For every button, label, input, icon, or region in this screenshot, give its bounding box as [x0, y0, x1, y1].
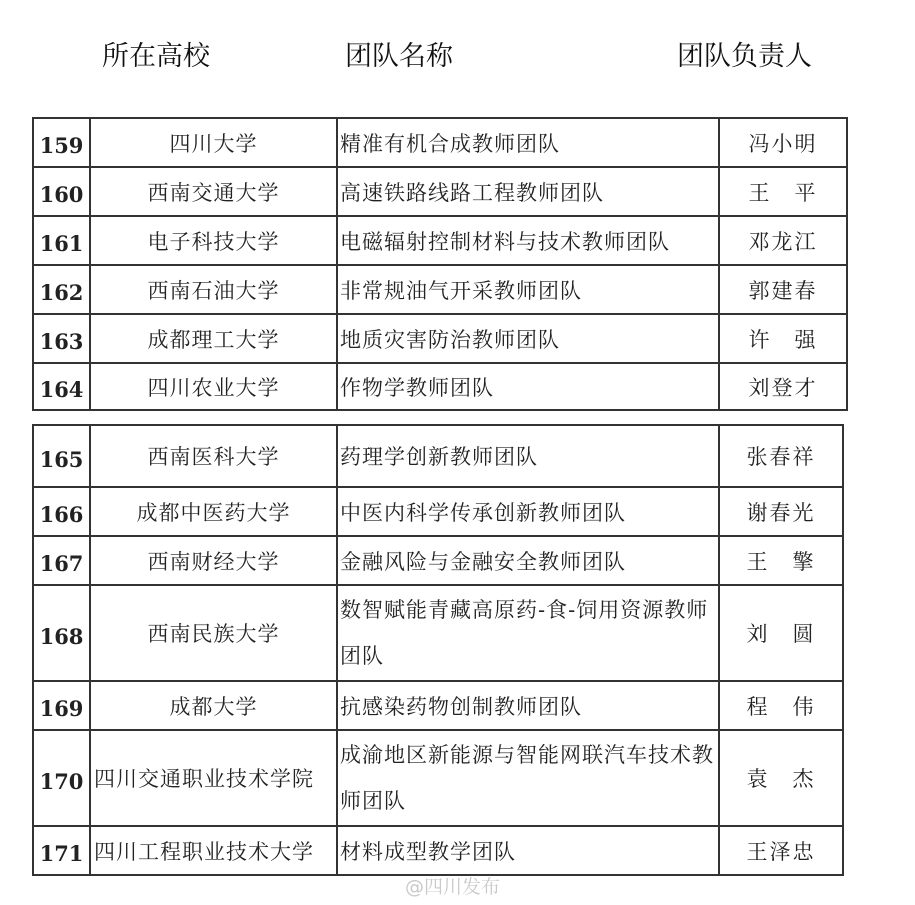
team-name: 精准有机合成教师团队 — [337, 118, 719, 167]
roster-table-upper — [32, 117, 848, 411]
school-name: 成都中医药大学 — [90, 487, 337, 536]
team-leader: 袁 杰 — [719, 730, 843, 826]
school-name: 西南财经大学 — [90, 536, 337, 585]
team-leader: 邓龙江 — [719, 216, 847, 265]
table-row — [33, 167, 847, 216]
team-name: 作物学教师团队 — [337, 363, 719, 410]
school-name: 西南交通大学 — [90, 167, 337, 216]
team-leader: 王 平 — [719, 167, 847, 216]
table-row — [33, 536, 843, 585]
row-number: 160 — [33, 167, 90, 216]
row-number: 166 — [33, 487, 90, 536]
team-name: 成渝地区新能源与智能网联汽车技术教师团队 — [337, 730, 719, 826]
school-name: 西南医科大学 — [90, 425, 337, 487]
table-row — [33, 681, 843, 730]
team-name: 地质灾害防治教师团队 — [337, 314, 719, 363]
team-leader: 刘 圆 — [719, 585, 843, 681]
school-name: 电子科技大学 — [90, 216, 337, 265]
table-row — [33, 363, 847, 410]
team-leader: 程 伟 — [719, 681, 843, 730]
school-name: 成都大学 — [90, 681, 337, 730]
column-header-school: 所在高校 — [102, 41, 210, 72]
school-name: 四川农业大学 — [90, 363, 337, 410]
team-name: 材料成型教学团队 — [337, 826, 719, 875]
row-number: 162 — [33, 265, 90, 314]
school-name: 西南石油大学 — [90, 265, 337, 314]
table-row — [33, 826, 843, 875]
row-number: 164 — [33, 363, 90, 410]
team-name: 电磁辐射控制材料与技术教师团队 — [337, 216, 719, 265]
team-name: 中医内科学传承创新教师团队 — [337, 487, 719, 536]
roster-table-lower — [32, 424, 844, 876]
row-number: 170 — [33, 730, 90, 826]
school-name: 西南民族大学 — [90, 585, 337, 681]
team-name: 非常规油气开采教师团队 — [337, 265, 719, 314]
team-leader: 张春祥 — [719, 425, 843, 487]
team-name: 高速铁路线路工程教师团队 — [337, 167, 719, 216]
team-name: 药理学创新教师团队 — [337, 425, 719, 487]
row-number: 159 — [33, 118, 90, 167]
row-number: 165 — [33, 425, 90, 487]
team-leader: 王泽忠 — [719, 826, 843, 875]
school-name: 四川交通职业技术学院 — [90, 730, 337, 826]
table-row — [33, 585, 843, 681]
team-leader: 冯小明 — [719, 118, 847, 167]
table-row — [33, 487, 843, 536]
row-number: 171 — [33, 826, 90, 875]
team-leader: 刘登才 — [719, 363, 847, 410]
table-row — [33, 265, 847, 314]
team-leader: 许 强 — [719, 314, 847, 363]
school-name: 成都理工大学 — [90, 314, 337, 363]
school-name: 四川大学 — [90, 118, 337, 167]
table-row — [33, 118, 847, 167]
team-name: 抗感染药物创制教师团队 — [337, 681, 719, 730]
team-leader: 王 擎 — [719, 536, 843, 585]
team-name: 金融风险与金融安全教师团队 — [337, 536, 719, 585]
team-leader: 谢春光 — [719, 487, 843, 536]
team-name: 数智赋能青藏高原药-食-饲用资源教师团队 — [337, 585, 719, 681]
row-number: 168 — [33, 585, 90, 681]
column-header-leader: 团队负责人 — [677, 41, 812, 72]
row-number: 169 — [33, 681, 90, 730]
table-row — [33, 314, 847, 363]
table-row — [33, 425, 843, 487]
school-name: 四川工程职业技术大学 — [90, 826, 337, 875]
team-leader: 郭建春 — [719, 265, 847, 314]
column-header-team: 团队名称 — [345, 41, 453, 72]
table-row — [33, 730, 843, 826]
row-number: 167 — [33, 536, 90, 585]
watermark: @四川发布 — [405, 876, 501, 898]
row-number: 161 — [33, 216, 90, 265]
table-row — [33, 216, 847, 265]
row-number: 163 — [33, 314, 90, 363]
